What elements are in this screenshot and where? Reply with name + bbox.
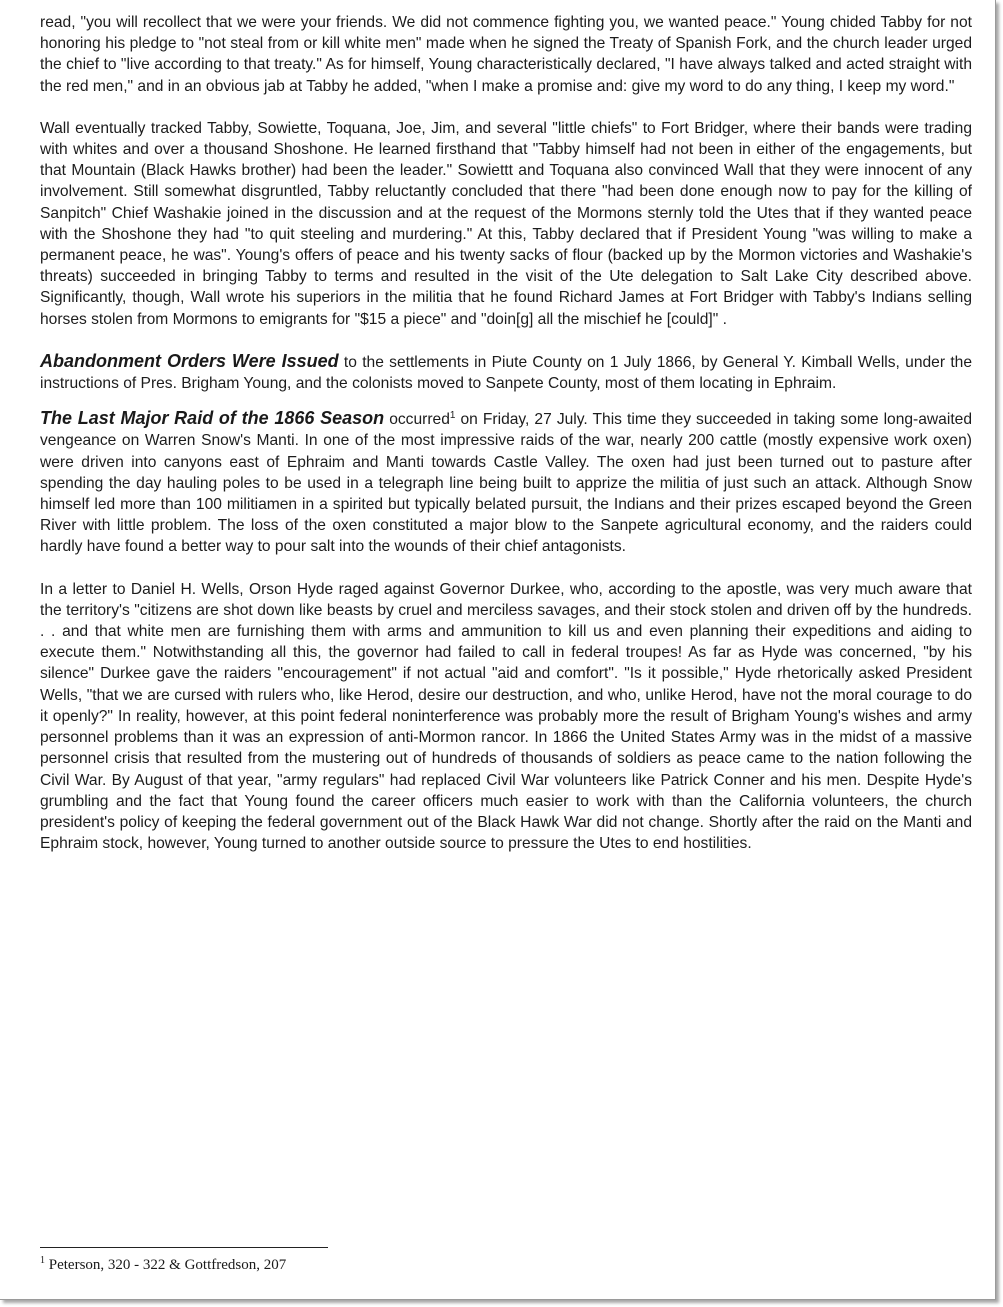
paragraph-young-reply: read, "you will recollect that we were your friends. We did not commence fighting you, we wanted peace." Young chided Tabby for not honoring his pledge to "not steal from or kill white men" made when he signed the Treaty of Spanish Fork, and the church leader urged the chief to "live according to that treaty." As for himself, Young characteristically declared, "I have always talked and acted straight with the red men," and in an obvious jab at Tabby he added, "when I make a promise and: give my word to do any thing, I keep my word." <box>40 14 972 95</box>
paragraph-last-raid-text: on Friday, 27 July. This time they succeeded in taking some long-awaited vengeance on Warren Snow's Manti. In one of the most impressive raids of the war, nearly 200 cattle (mostly expensive work oxen) were driven into canyons east of Ephraim and Manti towards Castle Valley. The oxen had just been turned out to pasture after spending the day hauling poles to be used in a telegraph line being built to apprize the militia of just such an attack. Although Snow himself led more than 100 militiamen in a spirited but typically belated pursuit, the Indians and their prizes escaped beyond the Green River with little problem. The loss of the oxen constituted a major blow to the Sanpete agricultural economy, and the raiders could hardly have found a better way to pour salt into the wounds of their chief antagonists. <box>40 411 972 556</box>
footnote-marker: 1 <box>40 1255 45 1266</box>
footnote-text: Peterson, 320 - 322 & Gottfredson, 207 <box>45 1257 287 1273</box>
footnote-reference: 1 <box>449 410 456 422</box>
paragraph-hyde-letter: In a letter to Daniel H. Wells, Orson Hyde raged against Governor Durkee, who, according to the apostle, was very much aware that the territory's "citizens are shot down like beasts by cruel and merciless savages, and their stock stolen and driven off by the hundreds. . . and that white men are furnishing them with arms and ammunition to kill us and even planning their expeditions and aiding to execute them." Notwithstanding all this, the governor had failed to call in federal troupes! As far as Hyde was concerned, "by his silence" Durkee gave the raiders "encouragement" if not actual "aid and comfort". "Is it possible," Hyde rhetorically asked President Wells, "that we are cursed with rulers who, like Herod, desire our destruction, and who, unlike Herod, have not the moral courage to do it openly?" In reality, however, at this point federal noninterference was probably more the result of Brigham Young's wishes and army personnel problems than it was an expression of anti-Mormon rancor. In 1866 the United States Army was in the midst of a massive personnel crisis that resulted from the mustering out of hundreds of thousands of soldiers as peace came to the nation following the Civil War. By August of that year, "army regulars" had replaced Civil War volunteers like Patrick Conner and his men. Despite Hyde's grumbling and the fact that Young found the career officers much easier to work with than the California volunteers, the church president's policy of keeping the federal government out of the Black Hawk War did not change. Shortly after the raid on the Manti and Ephraim stock, however, Young turned to another outside source to pressure the Utes to end hostilities. <box>40 580 972 853</box>
document-body <box>40 12 972 854</box>
paragraph-abandonment-text: to the settlements in Piute County on 1 July 1866, by General Y. Kimball Wells, under the instructions of Pres. Brigham Young, and the colonists moved to Sanpete County, most of them locating in Ephraim. <box>40 353 973 393</box>
paragraph-last-raid-occurred: occurred <box>384 411 450 429</box>
paragraph-wall-fort-bridger: Wall eventually tracked Tabby, Sowiette, Toquana, Joe, Jim, and several "little chiefs" to Fort Bridger, where their bands were trading with whites and over a thousand Shoshone. He learned firsthand that "Tabby himself had not been in either of the engagements, but that Mountain (Black Hawks brother) had been the leader." Sowiettt and Toquana also convinced Wall that they were innocent of any involvement. Still somewhat disgruntled, Tabby reluctantly concluded that there "had been done enough now to pay for the killing of Sanpitch" Chief Washakie joined in the discussion and at the request of the Mormons sternly told the Utes that if they wanted peace with the Shoshone they had "to quit steeling and murdering." At this, Tabby declared that if President Young "was willing to make a permanent peace, he was". Young's offers of peace and his twenty sacks of flour (backed up by the Mormon victories and Washakie's threats) succeeded in bringing Tabby to terms and resulted in the visit of the Ute delegation to Salt Lake City described above. Significantly, though, Wall wrote his superiors in the militia that he found Richard James at Fort Bridger with Tabby's Indians selling horses stolen from Mormons to emigrants for "$15 a piece" and "doin[g] all the mischief he [could]" . <box>40 119 972 328</box>
paragraph-last-major-raid <box>40 408 972 557</box>
section-heading-last-raid: The Last Major Raid of the 1866 Season <box>40 408 385 429</box>
section-heading-abandonment: Abandonment Orders Were Issued <box>40 350 339 371</box>
footnote <box>40 1257 286 1274</box>
paragraph-abandonment-orders <box>40 351 972 394</box>
footnote-divider <box>40 1247 328 1248</box>
